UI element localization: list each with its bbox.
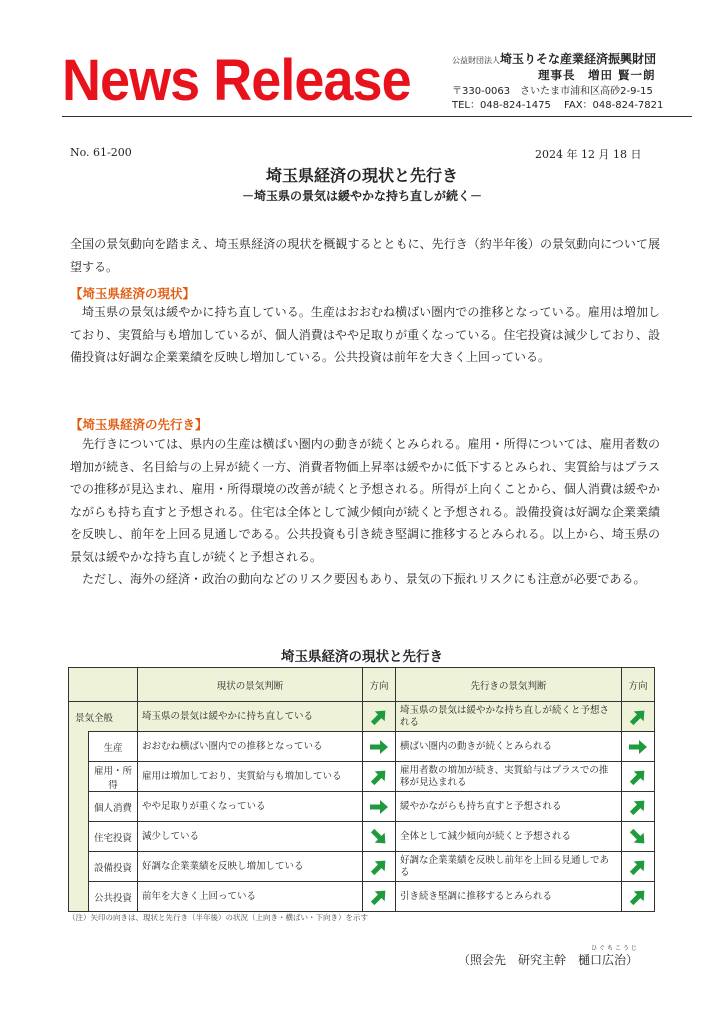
header-direction-2: 方向 [622,668,655,702]
summary-table [68,667,655,912]
direction-flat-icon [622,732,655,762]
outlook-text-1: 先行きについては、県内の生産は横ばい圏内の動きが続くとみられる。雇用・所得については、雇用者数の増加が続き、名目給与の上昇が続く一方、消費者物価上昇率は緩やかに低下するとみられ、実質給与はプラスでの推移が見込まれ、雇用・所得環境の改善が続くと予想される。所得が上向くことから、個人消費は緩やかながらも持ち直すと予想される。住宅は全体として減少傾向が続くと予想される。設備投資は好調な企業業績を反映し、前年を上回る見通しである。公共投資も引き続き堅調に推移するとみられる。以上から、埼玉県の景気は緩やかな持ち直しが続くと予想される。 [70,437,660,564]
outlook-judgment: 引き続き堅調に推移するとみられる [396,882,622,912]
intro-text: 全国の景気動向を踏まえ、埼玉県経済の現状を概観するとともに、先行き（約半年後）の景気動向について展望する。 [70,237,660,274]
row-label: 景気全般 [69,702,138,732]
row-label: 設備投資 [89,852,138,882]
name-ruby: ひぐちこうじ [591,945,640,952]
table-row [69,792,655,822]
row-indent [69,822,89,852]
direction-up-icon [622,702,655,732]
row-label: 公共投資 [89,882,138,912]
row-indent [69,792,89,822]
table-note: （注）矢印の向きは、現状と先行き（半年後）の状況（上向き・横ばい・下向き）を示す [68,913,368,922]
outlook-judgment: 横ばい圏内の動きが続くとみられる [396,732,622,762]
direction-up-icon [363,702,396,732]
table-row [69,732,655,762]
current-judgment: やや足取りが重くなっている [138,792,363,822]
outlook-judgment: 緩やかながらも持ち直すと予想される [396,792,622,822]
outlook-judgment: 埼玉県の景気は緩やかな持ち直しが続くと予想される [396,702,622,732]
table-row [69,762,655,792]
contact-text: （照会先 研究主幹 樋口広治） [458,953,639,967]
current-judgment: おおむね横ばい圏内での推移となっている [138,732,363,762]
document-number: No. 61-200 [70,146,132,159]
contact-block [458,945,640,968]
current-judgment: 埼玉県の景気は緩やかに持ち直している [138,702,363,732]
table-row [69,852,655,882]
document-title: 埼玉県経済の現状と先行き [265,166,458,185]
current-section-heading: 【埼玉県経済の現状】 [70,286,196,301]
header-direction: 方向 [363,668,396,702]
foundation-name: 埼玉りそな産業経済振興財団 [500,52,657,66]
header-outlook: 先行きの景気判断 [396,668,622,702]
direction-up-icon [622,762,655,792]
foundation-prefix: 公益財団法人 [452,56,500,65]
news-release-logo: News Release [62,48,411,113]
direction-flat-icon [363,732,396,762]
row-label: 生産 [89,732,138,762]
current-judgment: 雇用は増加しており、実質給与も増加している [138,762,363,792]
table-title: 埼玉県経済の現状と先行き [281,649,443,665]
direction-up-icon [622,792,655,822]
outlook-text-2: ただし、海外の経済・政治の動向などのリスク要因もあり、景気の下振れリスクにも注意が必要である。 [82,572,646,586]
current-judgment: 減少している [138,822,363,852]
header-divider [62,116,692,117]
row-label: 個人消費 [89,792,138,822]
document-subtitle: －埼玉県の景気は緩やかな持ち直しが続く－ [241,189,482,203]
row-label: 雇用・所得 [89,762,138,792]
outlook-judgment: 全体として減少傾向が続くと予想される [396,822,622,852]
row-indent [69,852,89,882]
row-indent [69,732,89,762]
chairman: 理事長 増田 賢一朗 [538,68,656,82]
table-row [69,882,655,912]
row-label: 住宅投資 [89,822,138,852]
outlook-judgment: 好調な企業業績を反映し前年を上回る見通しである [396,852,622,882]
foundation-name-line [452,52,663,68]
outlook-judgment: 雇用者数の増加が続き、実質給与はプラスでの推移が見込まれる [396,762,622,792]
current-section-body [70,301,660,369]
table-header-row [69,668,655,702]
direction-up-icon [363,882,396,912]
row-indent [69,762,89,792]
postal-address: 〒330-0063 さいたま市浦和区高砂2-9-15 [452,86,653,97]
outlook-section-heading: 【埼玉県経済の先行き】 [70,417,208,432]
row-indent [69,882,89,912]
direction-down-icon [622,822,655,852]
table-row-overall [69,702,655,732]
table-row [69,822,655,852]
phone-fax: TEL：048-824-1475 FAX：048-824-7821 [452,100,664,111]
issuer-block [452,52,663,113]
direction-up-icon [622,852,655,882]
current-text: 埼玉県の景気は緩やかに持ち直している。生産はおおむね横ばい圏内での推移となっている。雇用は増加しており、実質給与も増加しているが、個人消費はやや足取りが重くなっている。住宅投資は減少しており、設備投資は好調な企業業績を反映し増加している。公共投資は前年を大きく上回っている。 [70,305,660,364]
current-judgment: 好調な企業業績を反映し増加している [138,852,363,882]
header-current: 現状の景気判断 [138,668,363,702]
direction-flat-icon [363,792,396,822]
direction-up-icon [363,852,396,882]
current-judgment: 前年を大きく上回っている [138,882,363,912]
direction-down-icon [363,822,396,852]
outlook-section-body [70,433,660,591]
intro-paragraph [70,233,660,278]
document-date: 2024 年 12 月 18 日 [535,148,642,161]
direction-up-icon [363,762,396,792]
header-blank [69,668,138,702]
direction-up-icon [622,882,655,912]
